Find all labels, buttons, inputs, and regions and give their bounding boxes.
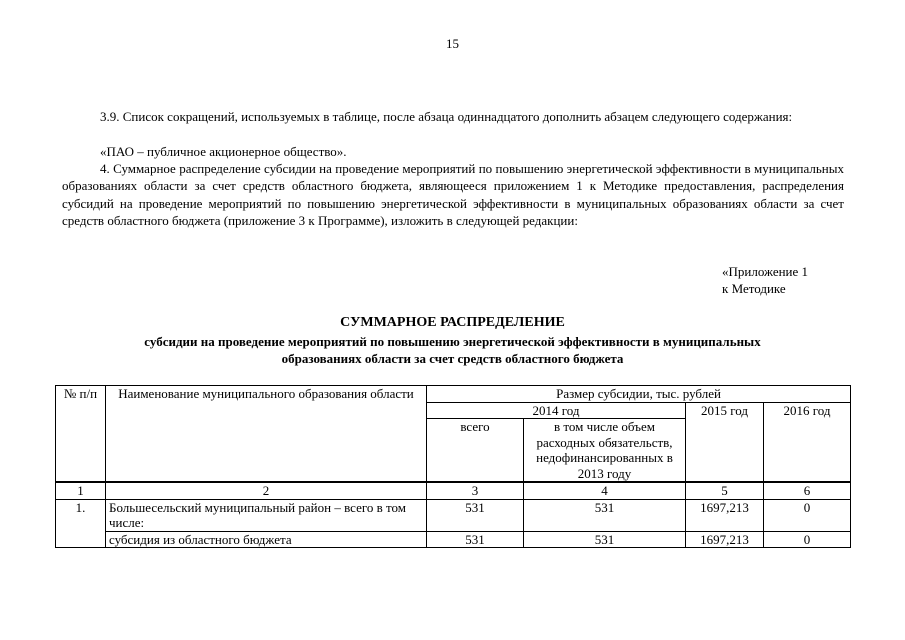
paragraph-text: 3.9. Список сокращений, используемых в таблице, после абзаца одиннадцатого дополнить абзацем следующего содержания: <box>100 109 793 124</box>
table-subtitle <box>0 334 905 367</box>
row-including: 531 <box>524 531 686 548</box>
header-subsidy-size: Размер субсидии, тыс. рублей <box>427 386 851 403</box>
header-2015: 2015 год <box>686 402 764 482</box>
table-row <box>56 499 851 531</box>
header-total: всего <box>427 419 524 483</box>
row-2015: 1697,213 <box>686 531 764 548</box>
col-number: 3 <box>427 482 524 499</box>
column-number-row <box>56 482 851 499</box>
row-name: субсидия из областного бюджета <box>106 531 427 548</box>
appendix-line-2: к Методике <box>722 281 786 297</box>
page-number: 15 <box>446 36 459 51</box>
header-including: в том числе объем расходных обязательств, недофинансированных в 2013 году <box>524 419 686 483</box>
appendix-line-1: «Приложение 1 <box>722 264 809 279</box>
col-number: 5 <box>686 482 764 499</box>
row-2015: 1697,213 <box>686 499 764 531</box>
row-including: 531 <box>524 499 686 531</box>
col-number: 4 <box>524 482 686 499</box>
row-name: Большесельский муниципальный район – всего в том числе: <box>106 499 427 531</box>
row-2016: 0 <box>764 499 851 531</box>
table-subtitle-line-1: субсидии на проведение мероприятий по повышению энергетической эффективности в муниципальных <box>144 334 761 349</box>
row-2016: 0 <box>764 531 851 548</box>
row-num: 1. <box>56 499 106 548</box>
row-total: 531 <box>427 531 524 548</box>
header-2014: 2014 год <box>427 402 686 419</box>
table-header-row <box>56 386 851 403</box>
row-total: 531 <box>427 499 524 531</box>
col-number: 1 <box>56 482 106 499</box>
appendix-reference <box>722 263 808 298</box>
subsidy-table <box>55 385 851 548</box>
header-num: № п/п <box>56 386 106 483</box>
header-name: Наименование муниципального образования области <box>106 386 427 483</box>
col-number: 6 <box>764 482 851 499</box>
table-title: СУММАРНОЕ РАСПРЕДЕЛЕНИЕ <box>340 315 565 330</box>
table-subtitle-line-2: образованиях области за счет средств областного бюджета <box>281 350 624 366</box>
header-2016: 2016 год <box>764 402 851 482</box>
paragraph-distribution <box>62 160 844 230</box>
paragraph-abbreviations <box>62 108 844 125</box>
col-number: 2 <box>106 482 427 499</box>
paragraph-text: 4. Суммарное распределение субсидии на проведение мероприятий по повышению энергетической эффективности в муниципальных образованиях области за счет средств областного бюджета, являющееся приложением 1 к Методике предоставления, распределения субсидий на проведение мероприятий по повышению энергетической эффективности в муниципальных образованиях области за счет средств областного бюджета (приложение 3 к Программе), изложить в следующей редакции: <box>62 161 844 229</box>
table-row <box>56 531 851 548</box>
paragraph-pao-definition: «ПАО – публичное акционерное общество». <box>100 144 347 159</box>
